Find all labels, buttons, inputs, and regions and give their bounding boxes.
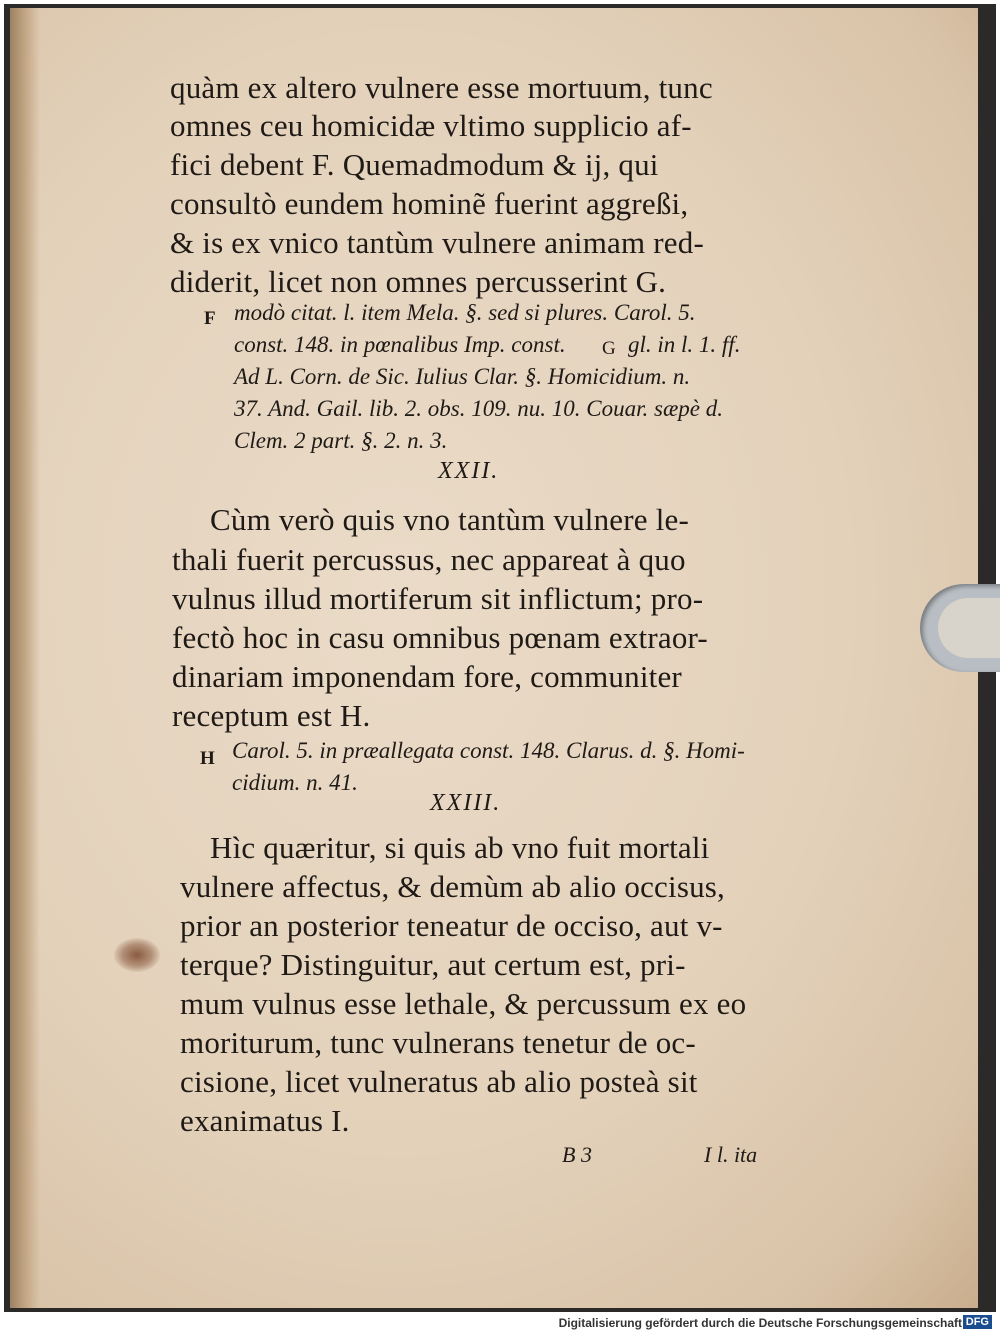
- body-line: thali fuerit percussus, nec appareat à quo: [172, 542, 686, 577]
- body-line: vulnus illud mortiferum sit inflictum; pro-: [172, 581, 704, 616]
- ink-stain: [114, 938, 160, 972]
- body-line: exanimatus I.: [180, 1103, 350, 1138]
- page-gutter-shadow: [10, 8, 40, 1308]
- body-line: omnes ceu homicidæ vltimo supplicio af-: [170, 108, 692, 143]
- section-heading: XXIII.: [430, 790, 502, 816]
- body-line: dinariam imponendam fore, communiter: [172, 659, 682, 694]
- body-line: Hìc quæritur, si quis ab vno fuit mortali: [210, 830, 710, 865]
- body-line: fici debent F. Quemadmodum & ij, qui: [170, 147, 659, 182]
- body-line: fectò hoc in casu omnibus pœnam extraor-: [172, 620, 708, 655]
- dfg-logo: DFG: [963, 1315, 992, 1329]
- body-line: moriturum, tunc vulnerans tenetur de oc-: [180, 1025, 696, 1060]
- note-line: modò citat. l. item Mela. §. sed si plures. Carol. 5.: [234, 300, 696, 325]
- note-line: Carol. 5. in præallegata const. 148. Clarus. d. §. Homi-: [232, 738, 745, 763]
- body-line: cisione, licet vulneratus ab alio posteà sit: [180, 1064, 698, 1099]
- note-line: cidium. n. 41.: [232, 770, 358, 795]
- body-line: quàm ex altero vulnere esse mortuum, tunc: [170, 70, 713, 105]
- note-line: Clem. 2 part. §. 2. n. 3.: [234, 428, 448, 453]
- body-line: receptum est H.: [172, 698, 371, 733]
- signature-mark: B 3: [562, 1142, 592, 1167]
- catchword: I l. ita: [704, 1142, 758, 1167]
- book-page: [10, 8, 978, 1308]
- note-marker-f: F: [204, 308, 216, 329]
- note-line: 37. And. Gail. lib. 2. obs. 109. nu. 10. Couar. sæpè d.: [234, 396, 723, 421]
- note-marker-h: H: [200, 748, 215, 769]
- body-line: vulnere affectus, & demùm ab alio occisus,: [180, 869, 725, 904]
- body-line: prior an posterior teneatur de occiso, aut v-: [180, 908, 723, 943]
- digitization-credit: Digitalisierung gefördert durch die Deutsche Forschungsgemeinschaft: [558, 1316, 962, 1330]
- body-line: consultò eundem hominẽ fuerint aggreßi,: [170, 186, 689, 221]
- body-line: & is ex vnico tantùm vulnere animam red-: [170, 225, 704, 260]
- body-line: diderit, licet non omnes percusserint G.: [170, 264, 667, 299]
- note-line: Ad L. Corn. de Sic. Iulius Clar. §. Homicidium. n.: [234, 364, 691, 389]
- section-heading: XXII.: [438, 458, 500, 484]
- page-clip-inner: [938, 598, 1000, 658]
- note-line: gl. in l. 1. ff.: [628, 332, 741, 357]
- body-line: terque? Distinguitur, aut certum est, pri-: [180, 947, 686, 982]
- note-line: const. 148. in pœnalibus Imp. const.: [234, 332, 566, 357]
- note-marker-g: G: [602, 338, 616, 359]
- body-line: mum vulnus esse lethale, & percussum ex eo: [180, 986, 747, 1021]
- body-line: Cùm verò quis vno tantùm vulnere le-: [210, 502, 689, 537]
